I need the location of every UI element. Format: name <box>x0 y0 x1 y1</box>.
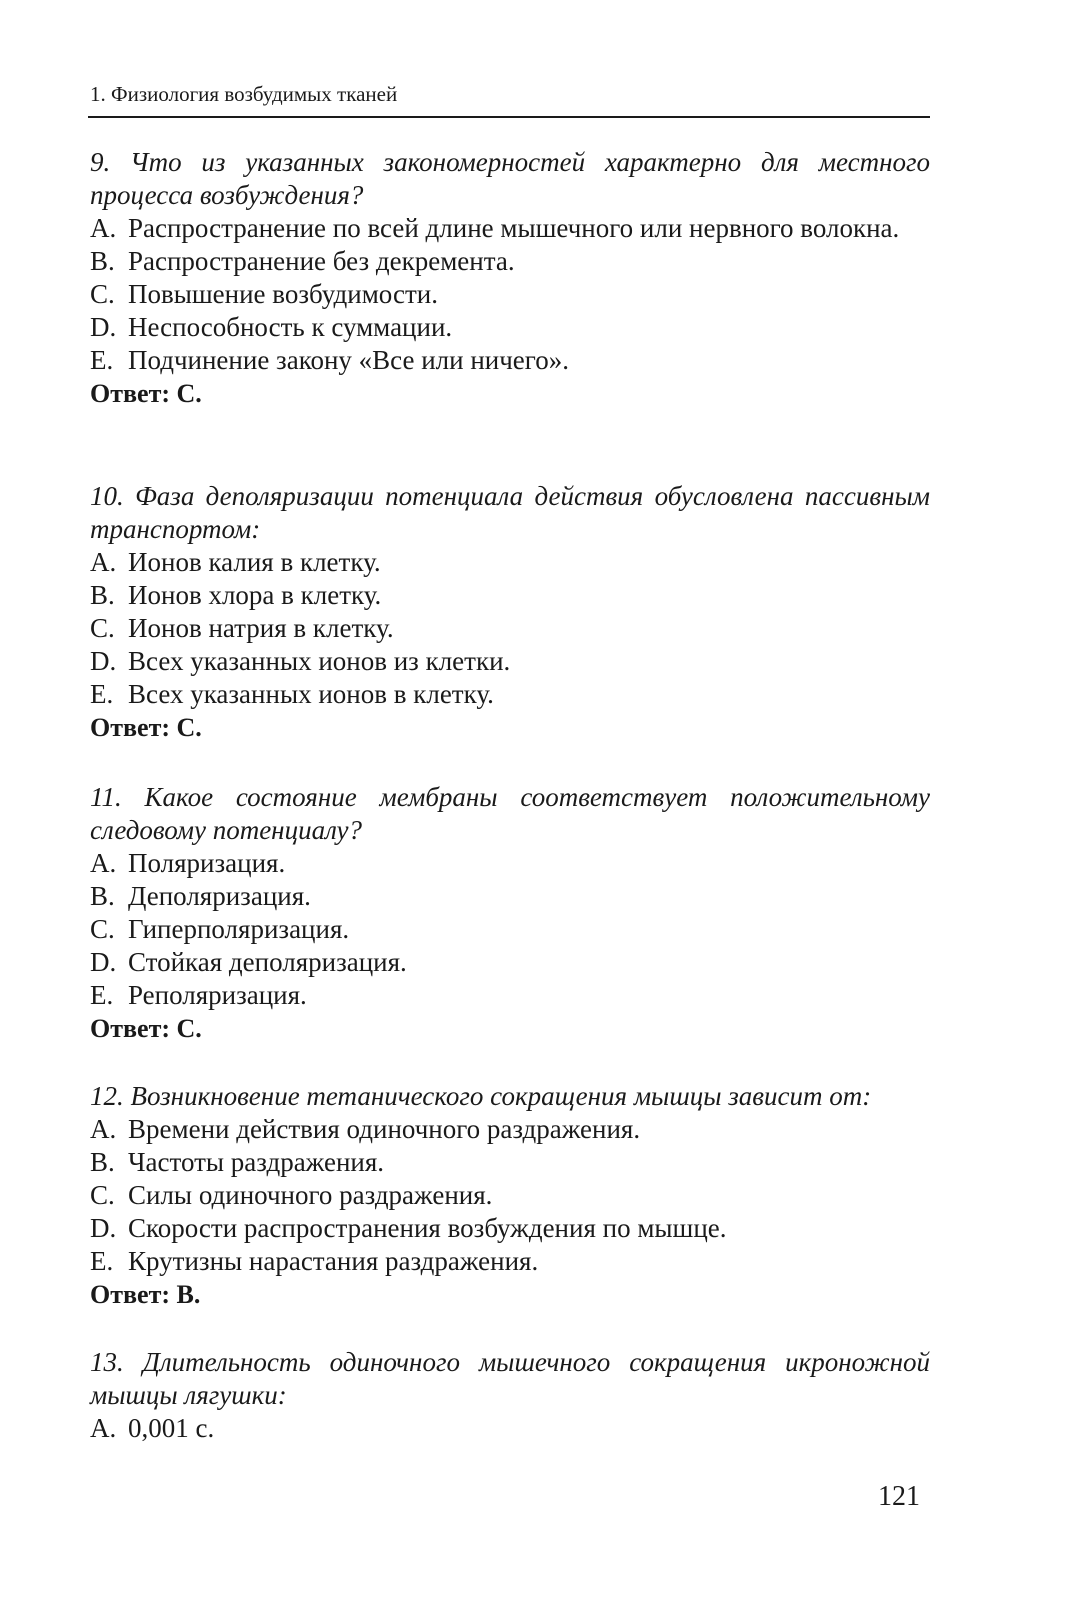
answer-option <box>90 946 930 979</box>
option-letter: C. <box>90 1180 115 1210</box>
option-letter: E. <box>90 1246 114 1276</box>
answer-option <box>90 1179 930 1212</box>
question-text: 13. Длительность одиночного мышечного сокращения икроножной мышцы лягушки: <box>90 1347 930 1410</box>
option-letter: C. <box>90 279 115 309</box>
answer-option <box>90 847 930 880</box>
option-text: Всех указанных ионов из клетки. <box>128 646 511 676</box>
answer-option <box>90 1412 930 1445</box>
question-block <box>90 781 930 1045</box>
option-letter: B. <box>90 246 115 276</box>
answer-option <box>90 311 930 344</box>
option-text: Стойкая деполяризация. <box>128 947 407 977</box>
question-block <box>90 480 930 744</box>
option-letter: E. <box>90 980 114 1010</box>
answer-option <box>90 979 930 1012</box>
answer-option <box>90 1113 930 1146</box>
option-letter: A. <box>90 213 117 243</box>
question-text: 11. Какое состояние мембраны соответствует положительному следовому потенциалу? <box>90 782 930 845</box>
answer-option <box>90 645 930 678</box>
question-block <box>90 1080 930 1311</box>
answer-option <box>90 245 930 278</box>
option-letter: D. <box>90 1213 117 1243</box>
option-letter: B. <box>90 1147 115 1177</box>
question-text: 10. Фаза деполяризации потенциала действия обусловлена пассивным транспортом: <box>90 481 930 544</box>
option-letter: D. <box>90 947 117 977</box>
option-letter: D. <box>90 646 117 676</box>
answer-option <box>90 212 930 245</box>
option-text: Силы одиночного раздражения. <box>128 1180 493 1210</box>
option-letter: A. <box>90 1114 117 1144</box>
option-letter: A. <box>90 1413 117 1443</box>
option-text: 0,001 с. <box>128 1413 215 1443</box>
answer-option <box>90 1245 930 1278</box>
question-block <box>90 146 930 410</box>
option-text: Времени действия одиночного раздражения. <box>128 1114 641 1144</box>
answer-option <box>90 880 930 913</box>
answer-option <box>90 612 930 645</box>
question-text: 9. Что из указанных закономерностей характерно для местного процесса возбуждения? <box>90 147 930 210</box>
answer-key: Ответ: В. <box>90 1280 201 1309</box>
option-letter: B. <box>90 580 115 610</box>
header-rule <box>88 116 930 118</box>
option-text: Ионов натрия в клетку. <box>128 613 394 643</box>
option-text: Частоты раздражения. <box>128 1147 385 1177</box>
option-text: Скорости распространения возбуждения по мышце. <box>128 1213 727 1243</box>
option-letter: E. <box>90 345 114 375</box>
option-text: Повышение возбудимости. <box>128 279 438 309</box>
question-block <box>90 1346 930 1445</box>
option-text: Распространение без декремента. <box>128 246 515 276</box>
answer-option <box>90 1212 930 1245</box>
option-text: Реполяризация. <box>128 980 307 1010</box>
option-letter: E. <box>90 679 114 709</box>
option-letter: A. <box>90 547 117 577</box>
option-text: Поляризация. <box>128 848 286 878</box>
option-text: Ионов хлора в клетку. <box>128 580 382 610</box>
answer-key: Ответ: С. <box>90 1014 202 1043</box>
option-letter: C. <box>90 914 115 944</box>
option-text: Гиперполяризация. <box>128 914 350 944</box>
answer-option <box>90 1146 930 1179</box>
page-number: 121 <box>878 1481 920 1512</box>
option-letter: A. <box>90 848 117 878</box>
option-letter: C. <box>90 613 115 643</box>
option-text: Ионов калия в клетку. <box>128 547 381 577</box>
answer-option <box>90 579 930 612</box>
answer-option <box>90 344 930 377</box>
answer-option <box>90 678 930 711</box>
option-text: Деполяризация. <box>128 881 311 911</box>
answer-option <box>90 278 930 311</box>
running-title: 1. Физиология возбудимых тканей <box>90 82 398 106</box>
answer-key: Ответ: С. <box>90 379 202 408</box>
option-text: Распространение по всей длине мышечного или нервного волокна. <box>128 213 900 243</box>
question-text: 12. Возникновение тетанического сокращения мышцы зависит от: <box>90 1081 872 1111</box>
answer-option <box>90 913 930 946</box>
option-text: Неспособность к суммации. <box>128 312 453 342</box>
option-text: Всех указанных ионов в клетку. <box>128 679 494 709</box>
option-text: Подчинение закону «Все или ничего». <box>128 345 569 375</box>
option-letter: D. <box>90 312 117 342</box>
option-letter: B. <box>90 881 115 911</box>
answer-option <box>90 546 930 579</box>
option-text: Крутизны нарастания раздражения. <box>128 1246 539 1276</box>
answer-key: Ответ: С. <box>90 713 202 742</box>
